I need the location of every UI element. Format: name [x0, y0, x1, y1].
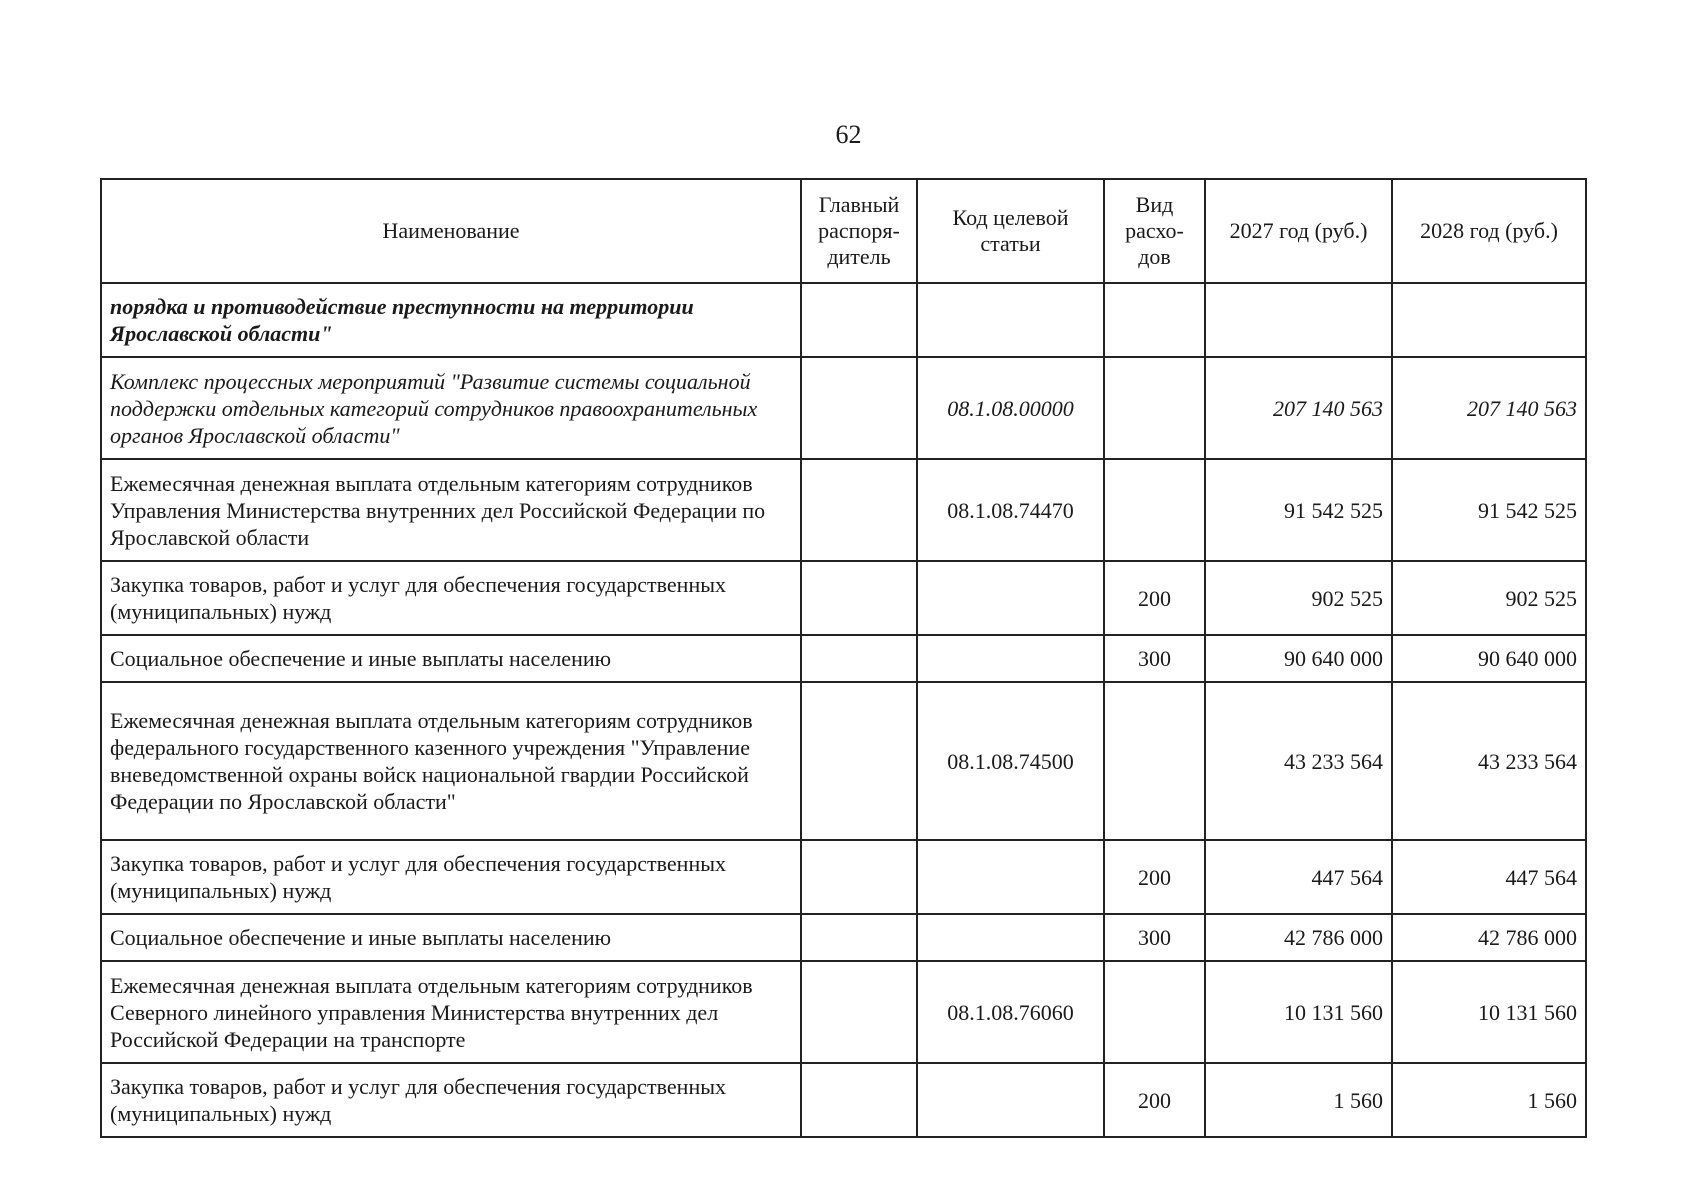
row-2028: 42 786 000: [1392, 914, 1586, 961]
table-row: [101, 635, 1586, 682]
row-kind: 200: [1104, 1063, 1205, 1137]
row-name: Ежемесячная денежная выплата отдельным категориям сотрудников федерального государственного казенного учреждения "Управление вневедомственной охраны войск национальной гвардии Российской Федерации по Ярославской области": [101, 682, 801, 840]
header-2028: 2028 год (руб.): [1392, 179, 1586, 283]
row-code: [917, 635, 1104, 682]
table-row: [101, 561, 1586, 635]
table-row: [101, 357, 1586, 459]
row-2027: 1 560: [1205, 1063, 1392, 1137]
row-2027: 207 140 563: [1205, 357, 1392, 459]
row-kind: 200: [1104, 840, 1205, 914]
row-2027: 902 525: [1205, 561, 1392, 635]
row-kind: 300: [1104, 914, 1205, 961]
row-name: Закупка товаров, работ и услуг для обеспечения государственных (муниципальных) нужд: [101, 840, 801, 914]
row-2028: 90 640 000: [1392, 635, 1586, 682]
row-2027: 42 786 000: [1205, 914, 1392, 961]
row-admin: [801, 840, 917, 914]
row-code: [917, 283, 1104, 357]
header-name: Наименование: [101, 179, 801, 283]
row-name: Социальное обеспечение и иные выплаты населению: [101, 914, 801, 961]
row-2027: 91 542 525: [1205, 459, 1392, 561]
header-admin: Главный распоря-дитель: [801, 179, 917, 283]
row-code: [917, 914, 1104, 961]
header-code: Код целевой статьи: [917, 179, 1104, 283]
row-2027: [1205, 283, 1392, 357]
page-number: 62: [835, 120, 862, 149]
row-kind: [1104, 283, 1205, 357]
row-2028: 1 560: [1392, 1063, 1586, 1137]
row-name: Закупка товаров, работ и услуг для обеспечения государственных (муниципальных) нужд: [101, 561, 801, 635]
row-admin: [801, 635, 917, 682]
row-admin: [801, 561, 917, 635]
row-2028: [1392, 283, 1586, 357]
table-row: [101, 1063, 1586, 1137]
row-name: порядка и противодействие преступности на территории Ярославской области": [101, 283, 801, 357]
row-admin: [801, 357, 917, 459]
row-code: [917, 1063, 1104, 1137]
row-name: Социальное обеспечение и иные выплаты населению: [101, 635, 801, 682]
table-row: [101, 459, 1586, 561]
budget-table: [100, 178, 1587, 1138]
row-admin: [801, 1063, 917, 1137]
row-2028: 447 564: [1392, 840, 1586, 914]
table-header-row: [101, 179, 1586, 283]
row-2028: 207 140 563: [1392, 357, 1586, 459]
row-kind: [1104, 682, 1205, 840]
row-name: Закупка товаров, работ и услуг для обеспечения государственных (муниципальных) нужд: [101, 1063, 801, 1137]
row-name: Комплекс процессных мероприятий "Развитие системы социальной поддержки отдельных категорий сотрудников правоохранительных органов Ярославской области": [101, 357, 801, 459]
row-admin: [801, 914, 917, 961]
row-code: [917, 561, 1104, 635]
row-admin: [801, 682, 917, 840]
row-code: 08.1.08.00000: [917, 357, 1104, 459]
row-name: Ежемесячная денежная выплата отдельным категориям сотрудников Управления Министерства внутренних дел Российской Федерации по Ярославской области: [101, 459, 801, 561]
row-code: 08.1.08.74470: [917, 459, 1104, 561]
row-2028: 91 542 525: [1392, 459, 1586, 561]
row-admin: [801, 459, 917, 561]
table-row: [101, 961, 1586, 1063]
row-kind: [1104, 961, 1205, 1063]
row-admin: [801, 283, 917, 357]
header-kind: Вид расхо-дов: [1104, 179, 1205, 283]
row-admin: [801, 961, 917, 1063]
row-kind: 300: [1104, 635, 1205, 682]
row-name: Ежемесячная денежная выплата отдельным категориям сотрудников Северного линейного управления Министерства внутренних дел Российской Федерации на транспорте: [101, 961, 801, 1063]
row-2027: 43 233 564: [1205, 682, 1392, 840]
row-kind: [1104, 357, 1205, 459]
row-2027: 10 131 560: [1205, 961, 1392, 1063]
row-2028: 43 233 564: [1392, 682, 1586, 840]
row-code: [917, 840, 1104, 914]
row-kind: [1104, 459, 1205, 561]
table-row: [101, 283, 1586, 357]
table-row: [101, 914, 1586, 961]
row-code: 08.1.08.76060: [917, 961, 1104, 1063]
row-code: 08.1.08.74500: [917, 682, 1104, 840]
row-kind: 200: [1104, 561, 1205, 635]
row-2028: 10 131 560: [1392, 961, 1586, 1063]
header-2027: 2027 год (руб.): [1205, 179, 1392, 283]
table-row: [101, 682, 1586, 840]
row-2027: 90 640 000: [1205, 635, 1392, 682]
row-2028: 902 525: [1392, 561, 1586, 635]
row-2027: 447 564: [1205, 840, 1392, 914]
table-row: [101, 840, 1586, 914]
